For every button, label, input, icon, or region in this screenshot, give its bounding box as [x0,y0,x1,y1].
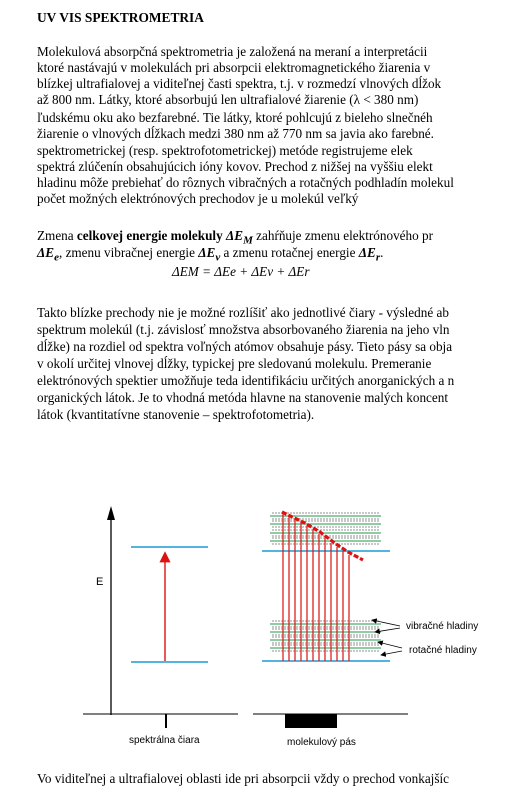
text-span: . [380,245,384,260]
text-line: spektrá zlúčenín obsahujúcich ióny kovov. Prechod z nižšej na vyššiu elekt [37,159,433,174]
text-span: Zmena [37,228,77,243]
text-span: , zmenu vibračnej energie [58,245,199,260]
text-line: žiarenie o vlnových dĺžkach medzi 380 nm až 770 nm sa javia ako farebné. [37,126,434,141]
text-line: Takto blízke prechody nie je možné rozlíšiť ako jednotlivé čiary - výsledné ab [37,305,449,320]
label-spektralna-ciara: spektrálna čiara [129,735,200,746]
text-line-bottom: Vo viditeľnej a ultrafialovej oblasti ide pri absorpcii vždy o prechod vonkajšíc [37,771,449,786]
text-line: hladinu môže prebiehať do rôznych vibračných a rotačných podhladín molekul [37,175,454,190]
vib-pointer-arrow [372,620,400,626]
label-molekulovy-pas: molekulový pás [287,737,356,748]
text-line: dĺžke) na rozdiel od spektra voľných atómov obsahuje pásy. Tieto pásy sa obja [37,339,453,354]
text-span: a zmenu rotačnej energie [220,245,359,260]
text-line: spektrometrickej (resp. spektrofotometrickej) metóde registrujeme elek [37,143,413,158]
axis-label-e: E [96,576,104,588]
text-line: v okolí určitej vlnovej dĺžky, typickej pre sledovanú molekulu. Premeranie [37,356,432,371]
text-span: zahŕňuje zmenu elektrónového pr [252,228,433,243]
rot-pointer-arrow [381,651,402,655]
axis-arrow-head [107,506,115,520]
molecular-band-mark [285,714,337,728]
symbol-subscript: M [243,234,253,247]
text-line: ktoré nastávajú v molekulách pri absorpcii elektromagnetického žiarenia v [37,60,431,75]
text-line: počet možných elektrónových prechodov je u molekúl veľký [37,191,359,206]
energy-equation: ΔEM = ΔEe + ΔEv + ΔEr [172,264,310,279]
text-line: až 800 nm. Látky, ktoré absorbujú len ultrafialové žiarenie (λ < 380 nm) [37,92,419,107]
text-line: látok (kvantitatívne stanovenie – spektrofotometria). [37,407,315,422]
molecule-transition-arrows [283,512,349,661]
text-line: organických látok. Je to vhodná metóda hlavne na stanovenie malých koncent [37,390,449,405]
page-title: UV VIS SPEKTROMETRIA [37,10,204,25]
text-line: blízkej ultrafialovej a viditeľnej časti spektra, t.j. v rozmedzí vlnových dĺžok [37,76,442,91]
symbol-subscript: e [54,251,59,264]
symbol-subscript: v [215,251,221,264]
text-line: spektrum molekúl (t.j. závislosť množstva absorbovaného žiarenia na jeho vln [37,322,450,337]
vib-pointer-arrow [375,628,400,632]
bold-term: celkovej energie molekuly [76,228,226,243]
symbol-delta-e: ΔE [225,228,244,243]
symbol-delta-e: ΔE [358,245,376,260]
text-line: Molekulová absorpčná spektrometria je založená na meraní a interpretácii [37,44,428,59]
symbol-delta-e: ΔE [198,245,216,260]
label-vibracne-hladiny: vibračné hladiny [406,621,479,632]
label-rotacne-hladiny: rotačné hladiny [409,645,477,656]
text-line: elektrónových spektier umožňuje teda identifikáciu určitých anorganických a n [37,373,455,388]
rot-pointer-arrow [378,642,402,648]
symbol-delta-e: ΔE [37,245,55,260]
text-line: ľudskému oku ako bezfarebné. Tie látky, ktoré pohlcujú z bieleho slnečnéh [37,110,433,125]
symbol-subscript: r [375,251,381,264]
